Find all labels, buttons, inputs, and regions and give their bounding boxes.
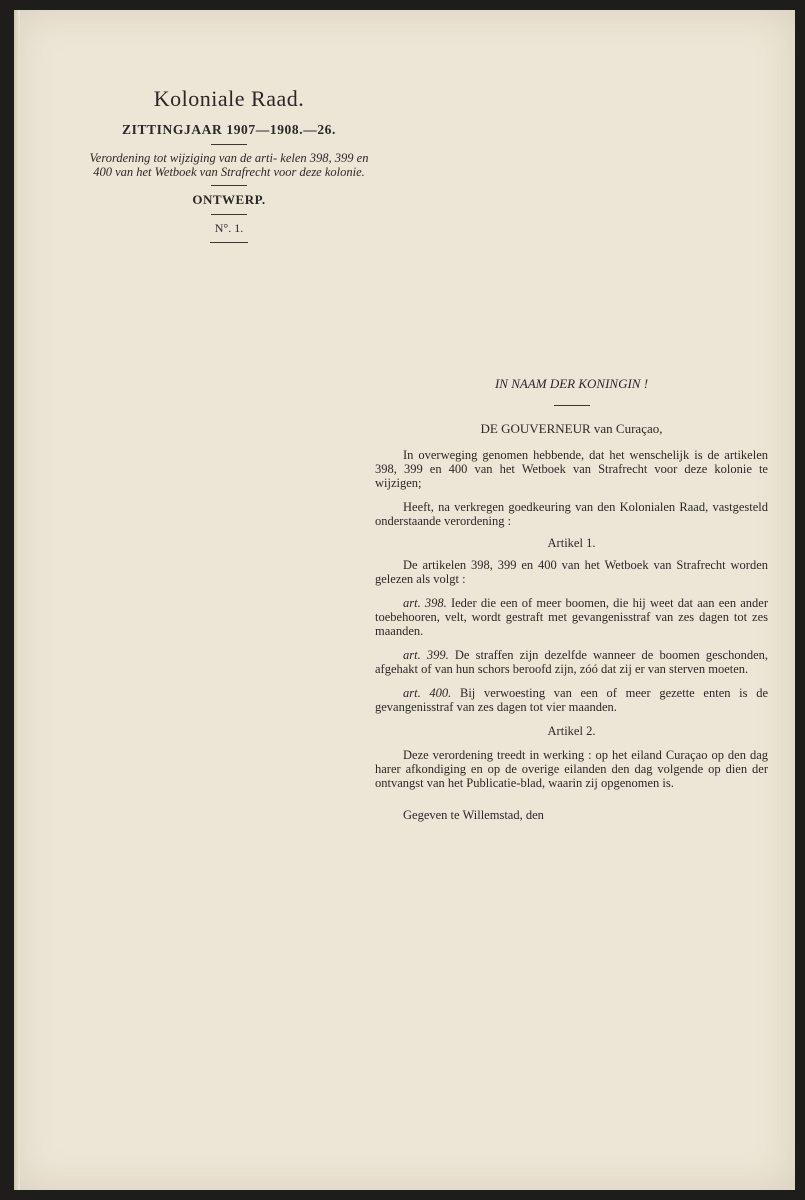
authority-line: DE GOUVERNEUR van Curaçao, bbox=[480, 421, 663, 436]
preamble-paragraph: In overweging genomen hebbende, dat het wenschelijk is de artikelen 398, 399 en 400 van het Wetboek van Strafrecht voor deze kolonie te wijzigen; bbox=[375, 448, 768, 490]
divider bbox=[210, 242, 248, 243]
article-400 bbox=[375, 686, 768, 714]
subject-line: Verordening tot wijziging van de arti- kelen 398, 399 en 400 van het Wetboek van Strafrecht voor deze kolonie. bbox=[89, 151, 369, 179]
divider bbox=[554, 405, 590, 406]
article-text: Ieder die een of meer boomen, die hij weet dat aan een ander toebehooren, velt, wordt gestraft met gevangenisstraf van zes dagen tot zes maanden. bbox=[375, 596, 769, 638]
closing-line: Gegeven te Willemstad, den bbox=[403, 808, 544, 822]
binding-edge bbox=[14, 10, 20, 1190]
ordinance-text bbox=[375, 377, 768, 822]
article-paragraph: Deze verordening treedt in werking : op het eiland Curaçao op den dag harer afkondiging en op de overige eilanden den dag volgende op dien der ontvangst van het Publicatie-blad, waarin zij opgenomen is. bbox=[375, 748, 768, 790]
document-page bbox=[14, 10, 795, 1190]
article-label: art. 398. bbox=[403, 596, 447, 610]
article-paragraph: De artikelen 398, 399 en 400 van het Wetboek van Strafrecht worden gelezen als volgt : bbox=[375, 558, 768, 586]
article-heading: Artikel 2. bbox=[547, 724, 596, 738]
draft-label: ONTWERP. bbox=[192, 192, 266, 207]
divider bbox=[211, 185, 247, 186]
divider bbox=[211, 144, 247, 145]
article-399 bbox=[375, 648, 768, 676]
council-title: Koloniale Raad. bbox=[153, 86, 305, 111]
article-398 bbox=[375, 596, 768, 638]
article-heading: Artikel 1. bbox=[547, 536, 596, 550]
session-line: ZITTINGJAAR 1907—1908.—26. bbox=[122, 122, 336, 137]
article-text: Bij verwoesting van een of meer gezette enten is de gevangenisstraf van zes dagen tot vier maanden. bbox=[375, 686, 769, 714]
article-label: art. 399. bbox=[403, 648, 449, 662]
divider bbox=[211, 214, 247, 215]
document-header bbox=[84, 78, 374, 249]
preamble-paragraph: Heeft, na verkregen goedkeuring van den Kolonialen Raad, vastgesteld onderstaande verordening : bbox=[375, 500, 768, 528]
draft-number: N°. 1. bbox=[214, 221, 244, 235]
article-label: art. 400. bbox=[403, 686, 452, 700]
invocation: IN NAAM DER KONINGIN ! bbox=[494, 376, 649, 391]
article-text: De straffen zijn dezelfde wanneer de boomen geschonden, afgehakt of van hun schors beroofd zijn, zóó dat zij er van sterven moeten. bbox=[375, 648, 768, 676]
